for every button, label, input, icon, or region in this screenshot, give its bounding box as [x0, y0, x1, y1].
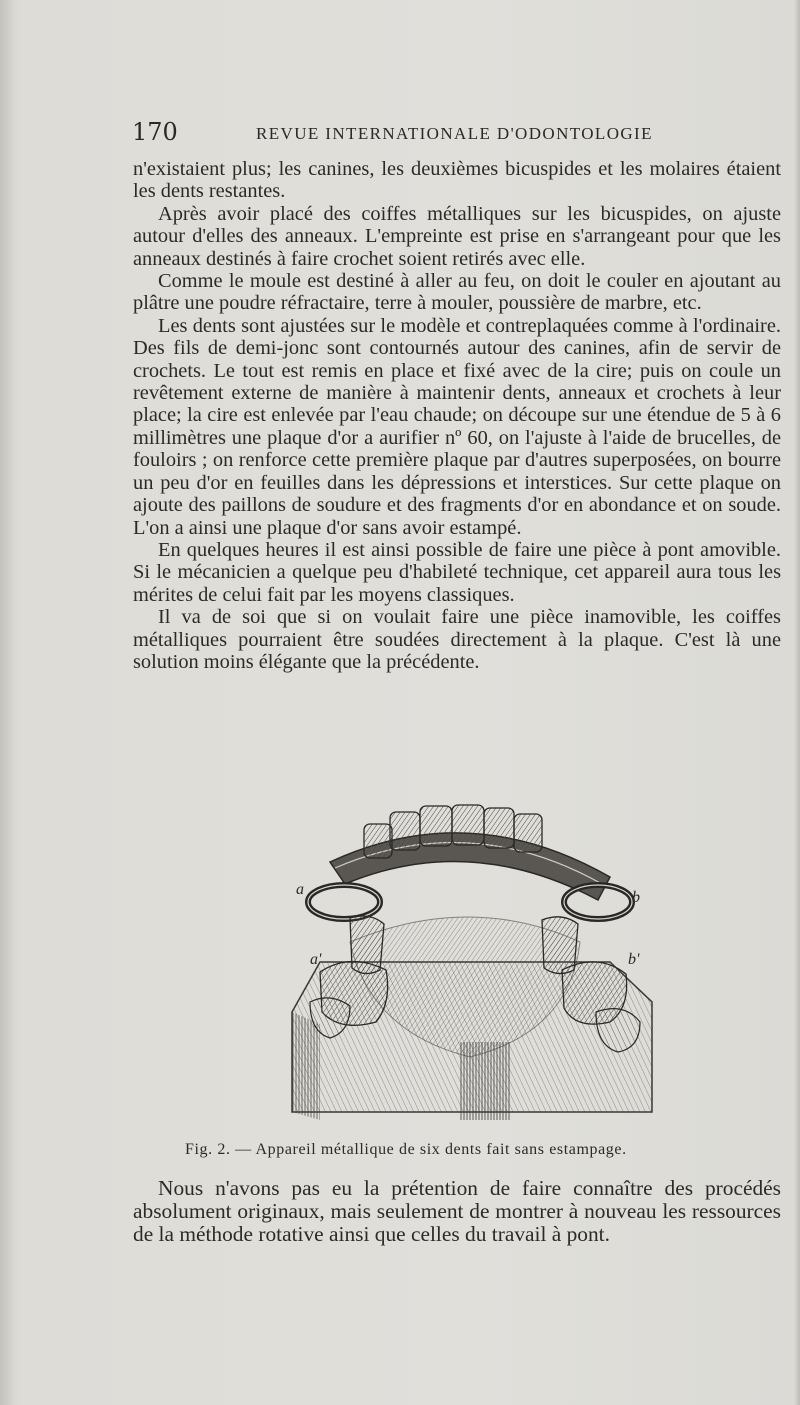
paragraph-moule: Comme le moule est destiné à aller au feu, on doit le couler en ajoutant au plâtre une poudre réfractaire, terre à mouler, poussière de marbre, etc.: [133, 270, 781, 315]
label-a: a: [296, 881, 304, 898]
left-ring-highlight: [308, 885, 380, 919]
body-text: [133, 158, 781, 673]
label-a-prime: a': [310, 951, 322, 968]
label-b: b: [632, 889, 640, 906]
dental-appliance-figure: [280, 802, 660, 1132]
figure-caption: Fig. 2. — Appareil métallique de six dents fait sans estampage.: [185, 1141, 627, 1158]
gutter-shadow: [0, 0, 14, 1405]
paragraph-closing: Nous n'avons pas eu la prétention de faire connaître des procédés absolument originaux, mais seulement de montrer à nouveau les ressources de la méthode rotative ainsi que celles du travail à pont.: [133, 1176, 781, 1247]
paragraph-continuation: n'existaient plus; les canines, les deuxièmes bicuspides et les molaires étaient les dents restantes.: [133, 158, 781, 203]
paragraph-coiffes: Après avoir placé des coiffes métalliques sur les bicuspides, on ajuste autour d'elles des anneaux. L'empreinte est prise en s'arrangeant pour que les anneaux destinés à faire crochet soient retirés avec elle.: [133, 202, 781, 270]
dental-appliance-illustration: [280, 802, 660, 1132]
paragraph-pont-amovible: En quelques heures il est ainsi possible de faire une pièce à pont amovible. Si le mécanicien a quelque peu d'habileté technique, cet appareil aura tous les mérites de celui fait par les moyens classiques.: [133, 538, 781, 606]
label-b-prime: b': [628, 951, 640, 968]
paragraph-dents: Les dents sont ajustées sur le modèle et contreplaquées comme à l'ordinaire. Des fils de demi-jonc sont contournés autour des canines, afin de servir de crochets. Le tout est remis en place et fixé avec de la cire; puis on coule un revêtement externe de manière à maintenir dents, anneaux et crochets à leur place; la cire est enlevée par l'eau chaude; on découpe sur une étendue de 5 à 6 millimètres une plaque d'or a aurifier nº 60, on l'ajuste à l'aide de brucelles, de fouloirs ; on renforce cette première plaque par d'autres superposées, on bourre un peu d'or en feuilles dans les dépressions et interstices. Sur cette plaque on ajoute des paillons de soudure et des fragments d'or en abondance et on soude. L'on a ainsi une plaque d'or sans avoir estampé.: [133, 314, 781, 539]
running-title: REVUE INTERNATIONALE D'ODONTOLOGIE: [256, 124, 653, 143]
page-number: 170: [132, 118, 178, 146]
page-edge: [794, 0, 800, 1405]
page-header: [132, 118, 782, 152]
closing-text: [133, 1177, 781, 1247]
paragraph-inamovible: Il va de soi que si on voulait faire une pièce inamovible, les coiffes métalliques pourraient être soudées directement à la plaque. C'est là une solution moins élégante que la précédente.: [133, 606, 781, 673]
